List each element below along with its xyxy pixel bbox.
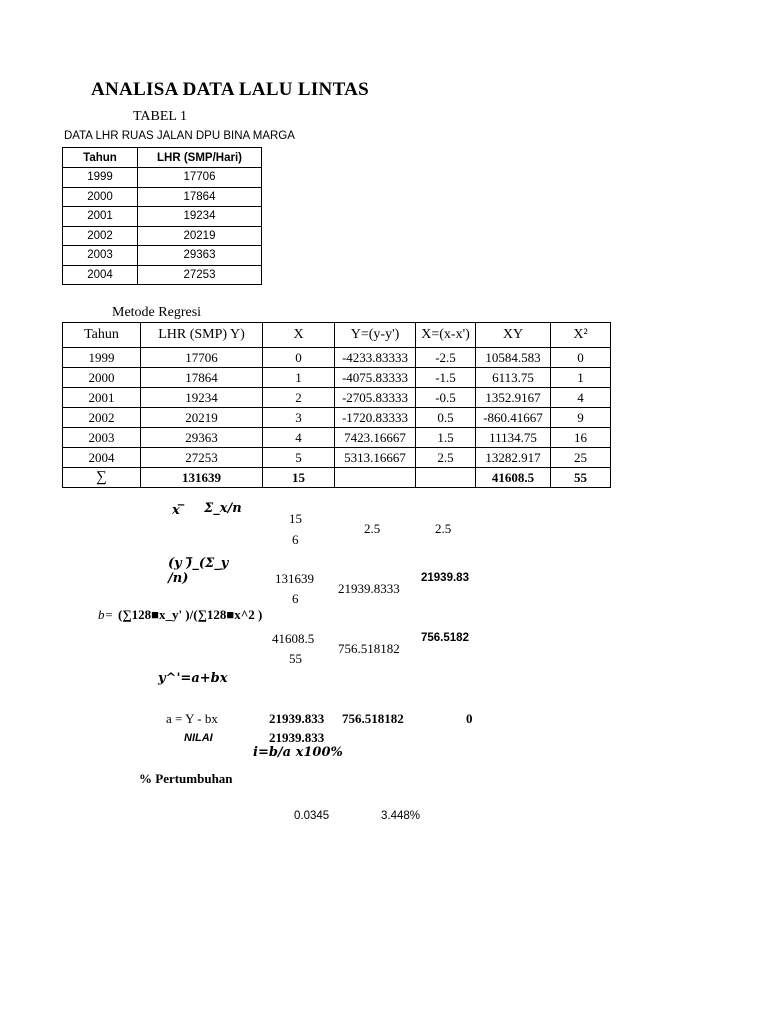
table-cell: 1999: [63, 168, 138, 188]
table-cell: 7423.16667: [335, 428, 416, 448]
table-cell: 1352.9167: [476, 388, 551, 408]
column-header-y-dev: Y=(y-y'): [335, 323, 416, 348]
sum-cell: [335, 468, 416, 488]
table-row: [63, 226, 262, 246]
ybar-denominator: 6: [292, 591, 299, 606]
xbar-formula-lhs: x ̅: [172, 503, 185, 518]
b-formula-body: (∑128■x_y' )/(∑128■x^2 ): [118, 607, 263, 622]
table-cell: 29363: [141, 428, 263, 448]
table1-caption: DATA LHR RUAS JALAN DPU BINA MARGA: [64, 130, 295, 142]
table-cell: 3: [263, 408, 335, 428]
xbar-result: 2.5: [364, 521, 381, 536]
a-formula-label: a = Y - bx: [166, 711, 218, 726]
table-row: [63, 348, 611, 368]
column-header-x-dev: X=(x-x'): [416, 323, 476, 348]
growth-formula: i=b/a x100%: [253, 745, 343, 760]
table-cell: 2000: [63, 368, 141, 388]
ybar-result: 21939.8333: [338, 581, 400, 596]
table-cell: 0.5: [416, 408, 476, 428]
table-cell: 5: [263, 448, 335, 468]
table-cell: 17706: [138, 168, 262, 188]
table-header-row: [63, 323, 611, 348]
table-cell: 1.5: [416, 428, 476, 448]
table-cell: 25: [551, 448, 611, 468]
table-cell: 0: [551, 348, 611, 368]
table-cell: 2002: [63, 408, 141, 428]
table-cell: 4: [263, 428, 335, 448]
table-cell: 27253: [138, 265, 262, 285]
table-cell: 1: [263, 368, 335, 388]
xbar-result-rounded: 2.5: [435, 521, 452, 536]
table-cell: 2: [263, 388, 335, 408]
table-row: [63, 388, 611, 408]
table-row: [63, 368, 611, 388]
table-cell: 27253: [141, 448, 263, 468]
table-cell: 19234: [138, 207, 262, 227]
table-cell: 17706: [141, 348, 263, 368]
a-value-3: 0: [466, 711, 473, 726]
regression-table: [62, 322, 611, 488]
table-row: [63, 428, 611, 448]
column-header-x-squared: X²: [551, 323, 611, 348]
table-cell: 20219: [138, 226, 262, 246]
table-cell: 1999: [63, 348, 141, 368]
nilai-label: NILAI: [184, 732, 213, 744]
sum-cell: 41608.5: [476, 468, 551, 488]
table-cell: 17864: [138, 187, 262, 207]
table-cell: 2004: [63, 448, 141, 468]
table-cell: 29363: [138, 246, 262, 266]
sum-row: [63, 468, 611, 488]
sum-cell: 55: [551, 468, 611, 488]
table-cell: 10584.583: [476, 348, 551, 368]
table-cell: 2000: [63, 187, 138, 207]
sum-symbol: ∑: [63, 468, 141, 488]
column-header-xy: XY: [476, 323, 551, 348]
page-title: ANALISA DATA LALU LINTAS: [91, 79, 370, 100]
growth-label: % Pertumbuhan: [139, 771, 233, 786]
table-row: [63, 408, 611, 428]
table-cell: 1: [551, 368, 611, 388]
table-cell: -4233.83333: [335, 348, 416, 368]
table-cell: 0: [263, 348, 335, 368]
xbar-denominator: 6: [292, 532, 299, 547]
a-value-1: 21939.833: [269, 711, 325, 726]
a-value-2: 756.518182: [342, 711, 404, 726]
table-cell: 16: [551, 428, 611, 448]
table-cell: -0.5: [416, 388, 476, 408]
sum-cell: [416, 468, 476, 488]
ybar-formula-line1: (y )̅_(Σ_y: [168, 556, 229, 571]
table-row: [63, 246, 262, 266]
regression-method-label: Metode Regresi: [112, 305, 202, 320]
xbar-numerator: 15: [289, 511, 302, 526]
column-header-lhr: LHR (SMP) Y): [141, 323, 263, 348]
table-row: [63, 207, 262, 227]
table-cell: 2001: [63, 207, 138, 227]
xbar-formula-rhs: Σ_x/n: [204, 501, 242, 516]
table1-label: TABEL 1: [133, 109, 187, 124]
table-cell: 4: [551, 388, 611, 408]
ybar-formula-line2: /n): [168, 571, 189, 586]
b-result-rounded: 756.5182: [421, 632, 469, 644]
table-cell: 2004: [63, 265, 138, 285]
ybar-numerator: 131639: [275, 571, 314, 586]
table-cell: 17864: [141, 368, 263, 388]
ybar-result-rounded: 21939.83: [421, 572, 469, 584]
table-header-row: [63, 148, 262, 168]
b-result: 756.518182: [338, 641, 400, 656]
table-cell: 2003: [63, 428, 141, 448]
column-header-x: X: [263, 323, 335, 348]
table-cell: -2.5: [416, 348, 476, 368]
table-cell: 5313.16667: [335, 448, 416, 468]
regression-line-formula: y^'=a+bx: [158, 671, 228, 686]
column-header-tahun: Tahun: [63, 148, 138, 168]
table-row: [63, 265, 262, 285]
b-numerator: 41608.5: [272, 631, 315, 646]
table-row: [63, 187, 262, 207]
table-cell: -2705.83333: [335, 388, 416, 408]
sum-cell: 15: [263, 468, 335, 488]
table-cell: 2002: [63, 226, 138, 246]
table-cell: 2.5: [416, 448, 476, 468]
column-header-lhr: LHR (SMP/Hari): [138, 148, 262, 168]
b-denominator: 55: [289, 651, 302, 666]
table-cell: 6113.75: [476, 368, 551, 388]
table-cell: -4075.83333: [335, 368, 416, 388]
table-cell: 20219: [141, 408, 263, 428]
table-cell: -860.41667: [476, 408, 551, 428]
table-cell: 2001: [63, 388, 141, 408]
table-cell: 19234: [141, 388, 263, 408]
table-cell: 2003: [63, 246, 138, 266]
table-cell: 13282.917: [476, 448, 551, 468]
sum-cell: 131639: [141, 468, 263, 488]
nilai-value: 21939.833: [269, 730, 325, 745]
table-cell: -1720.83333: [335, 408, 416, 428]
column-header-tahun: Tahun: [63, 323, 141, 348]
table-row: [63, 448, 611, 468]
growth-percent: 3.448%: [381, 810, 421, 822]
lhr-data-table: [62, 147, 262, 285]
growth-ratio: 0.0345: [294, 810, 330, 822]
table-cell: 9: [551, 408, 611, 428]
table-row: [63, 168, 262, 188]
table-cell: 11134.75: [476, 428, 551, 448]
b-formula-prefix: b=: [98, 607, 114, 622]
table-cell: -1.5: [416, 368, 476, 388]
